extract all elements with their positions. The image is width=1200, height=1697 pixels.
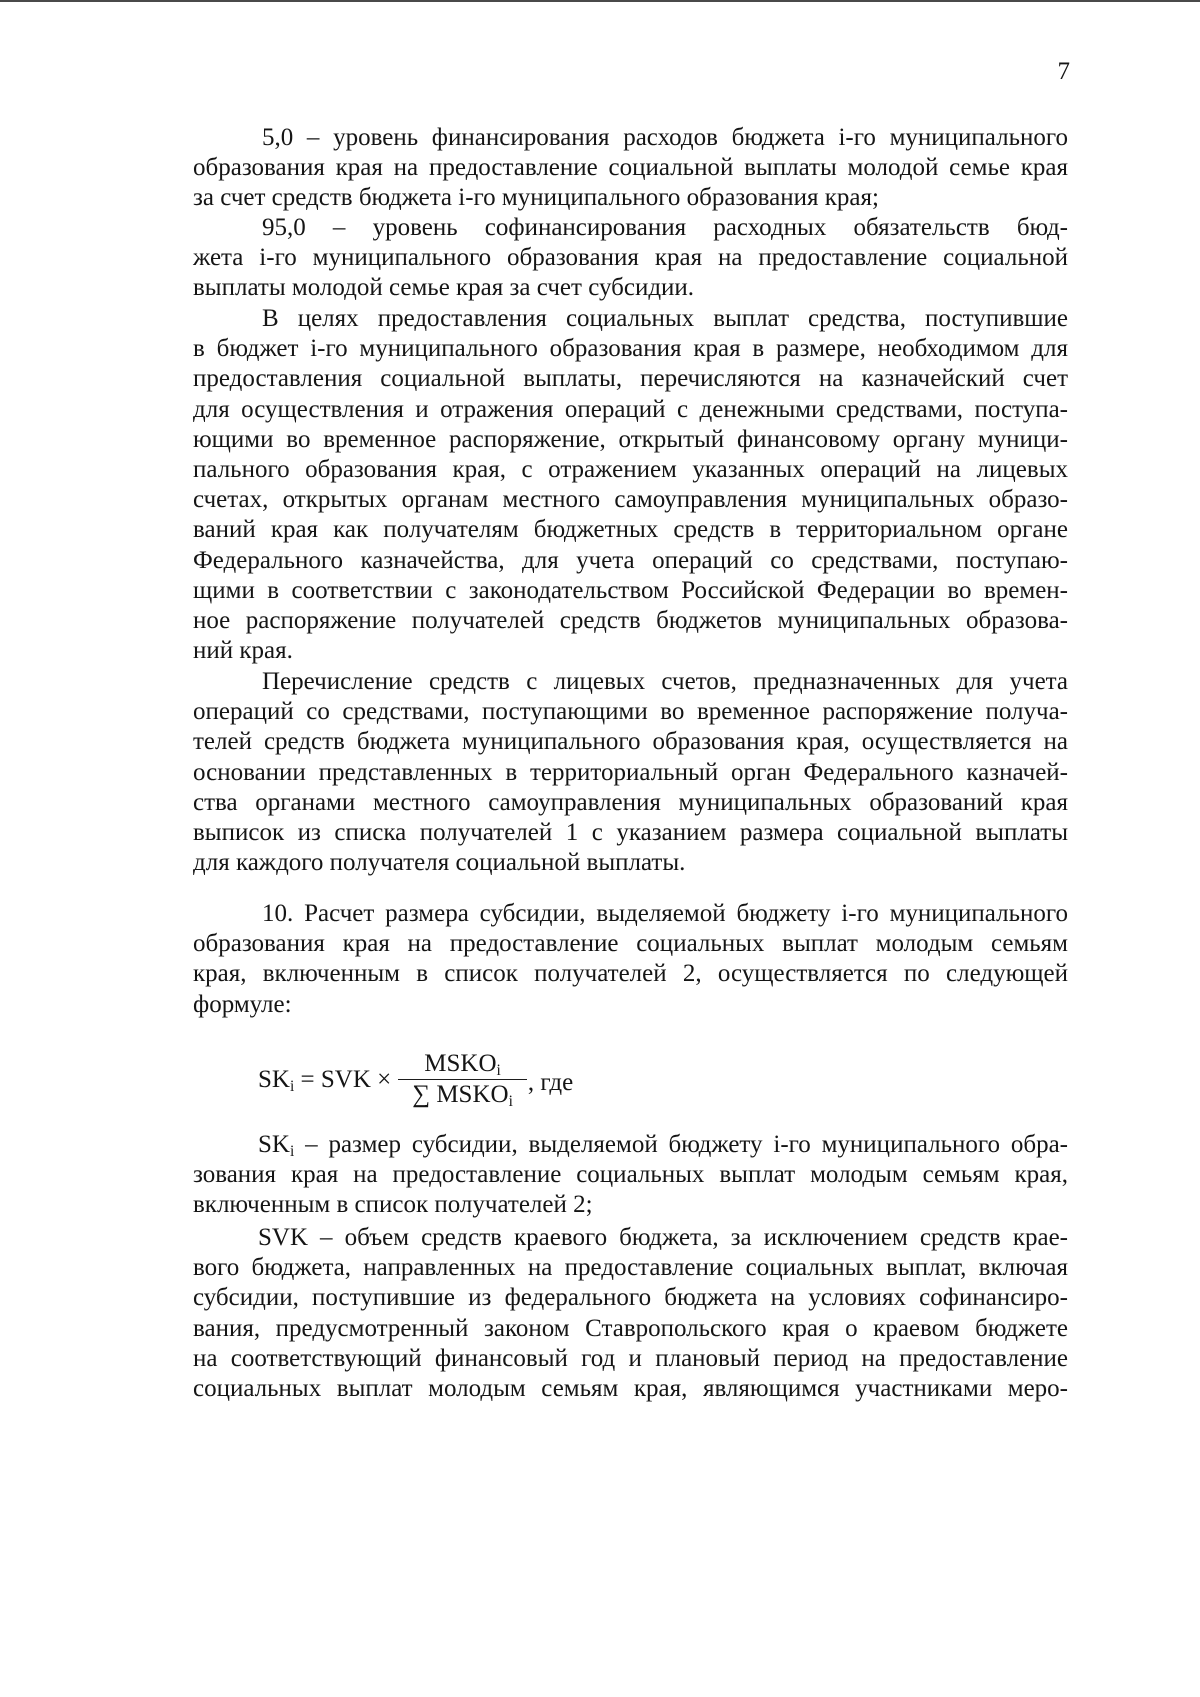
paragraph	[193, 1223, 1068, 1404]
text-line: телей средств бюджета муниципального образования края, осуществляется на	[193, 728, 1068, 756]
text-line: для осуществления и отражения операций с денежными средствами, поступа-	[193, 395, 1068, 423]
formula	[258, 1049, 573, 1110]
text-line: за счет средств бюджета i-го муниципального образования края;	[193, 184, 879, 212]
text-line: ваний края как получателям бюджетных средств в территориальном органе	[193, 516, 1068, 544]
denominator-symbol: MSKO	[436, 1081, 509, 1108]
formula-fraction	[398, 1049, 527, 1110]
text-line: образования края на предоставление социальной выплаты молодой семье края	[193, 154, 1068, 182]
text-line: щими в соответствии с законодательством Российской Федерации во времен-	[193, 576, 1068, 604]
page-number: 7	[1057, 58, 1070, 85]
text-line: ний края.	[193, 637, 293, 665]
formula-suffix: , где	[527, 1068, 574, 1096]
text-line: в бюджет i-го муниципального образования края в размере, необходимом для	[193, 335, 1068, 363]
definition-symbol: SK	[258, 1131, 290, 1158]
numerator-subscript: i	[496, 1061, 501, 1079]
text-line: 10. Расчет размера субсидии, выделяемой бюджету i-го муниципального	[262, 900, 1068, 927]
paragraph	[193, 1130, 1068, 1221]
formula-lhs-symbol: SK	[258, 1065, 290, 1093]
text-line: выписок из списка получателей 1 с указанием размера социальной выплаты	[193, 818, 1068, 846]
text-line: операций со средствами, поступающими во временное распоряжение получа-	[193, 698, 1068, 726]
scan-top-edge	[0, 0, 1200, 2]
sum-symbol: ∑	[412, 1081, 431, 1108]
formula-lhs-subscript: i	[289, 1077, 295, 1095]
paragraph	[193, 667, 1068, 878]
paragraph	[193, 213, 1068, 304]
definition-symbol-subscript: i	[289, 1142, 295, 1160]
text-line: субсидии, поступившие из федерального бюджета на условиях софинансиро-	[193, 1284, 1068, 1312]
text-line: выплаты молодой семье края за счет субсидии.	[193, 274, 695, 302]
denominator-subscript: i	[508, 1092, 513, 1110]
formula-denominator	[398, 1080, 527, 1110]
definition-text: – размер субсидии, выделяемой бюджету i-го муниципального обра-	[305, 1131, 1069, 1158]
text-line: формуле:	[193, 990, 292, 1018]
text-line: ющими во временное распоряжение, открытый финансовому органу муници-	[193, 425, 1068, 453]
text-line: ное распоряжение получателей средств бюджетов муниципальных образова-	[193, 606, 1068, 634]
text-line: вого бюджета, направленных на предоставление социальных выплат, включая	[193, 1254, 1068, 1282]
text-line: вания, предусмотренный законом Ставропольского края о краевом бюджете	[193, 1314, 1068, 1342]
paragraph	[193, 123, 1068, 214]
paragraph	[193, 304, 1068, 666]
text-line: Перечисление средств с лицевых счетов, предназначенных для учета	[262, 668, 1068, 695]
formula-rhs-prefix: = SVK ×	[300, 1065, 392, 1093]
formula-lhs	[258, 1065, 391, 1095]
text-line: основании представленных в территориальный орган Федерального казначей-	[193, 758, 1068, 786]
text-line: счетах, открытых органам местного самоуправления муниципальных образо-	[193, 486, 1068, 514]
text-line: В целях предоставления социальных выплат средства, поступившие	[262, 305, 1068, 332]
text-line: 5,0 – уровень финансирования расходов бюджета i-го муниципального	[262, 124, 1068, 151]
text-line: SVK – объем средств краевого бюджета, за исключением средств крае-	[258, 1224, 1068, 1251]
text-line: включенным в список получателей 2;	[193, 1191, 593, 1219]
text-line: Федерального казначейства, для учета операций со средствами, поступаю-	[193, 546, 1068, 574]
numerator-symbol: MSKO	[424, 1050, 497, 1077]
text-line: 95,0 – уровень софинансирования расходных обязательств бюд-	[262, 214, 1068, 241]
text-line: для каждого получателя социальной выплаты.	[193, 849, 686, 877]
text-line: предоставления социальной выплаты, перечисляются на казначейский счет	[193, 365, 1068, 393]
text-line: зования края на предоставление социальных выплат молодым семьям края,	[193, 1161, 1068, 1189]
text-line	[193, 1130, 1068, 1160]
text-line: пального образования края, с отражением указанных операций на лицевых	[193, 455, 1068, 483]
text-line: социальных выплат молодым семьям края, являющимся участниками меро-	[193, 1374, 1068, 1402]
text-line: ства органами местного самоуправления муниципальных образований края	[193, 788, 1068, 816]
text-line: края, включенным в список получателей 2, осуществляется по следующей	[193, 960, 1068, 988]
paragraph	[193, 899, 1068, 1020]
text-line: образования края на предоставление социальных выплат молодым семьям	[193, 930, 1068, 958]
formula-numerator	[410, 1049, 515, 1079]
text-line: жета i-го муниципального образования края на предоставление социальной	[193, 244, 1068, 272]
text-line: на соответствующий финансовый год и плановый период на предоставление	[193, 1344, 1068, 1372]
